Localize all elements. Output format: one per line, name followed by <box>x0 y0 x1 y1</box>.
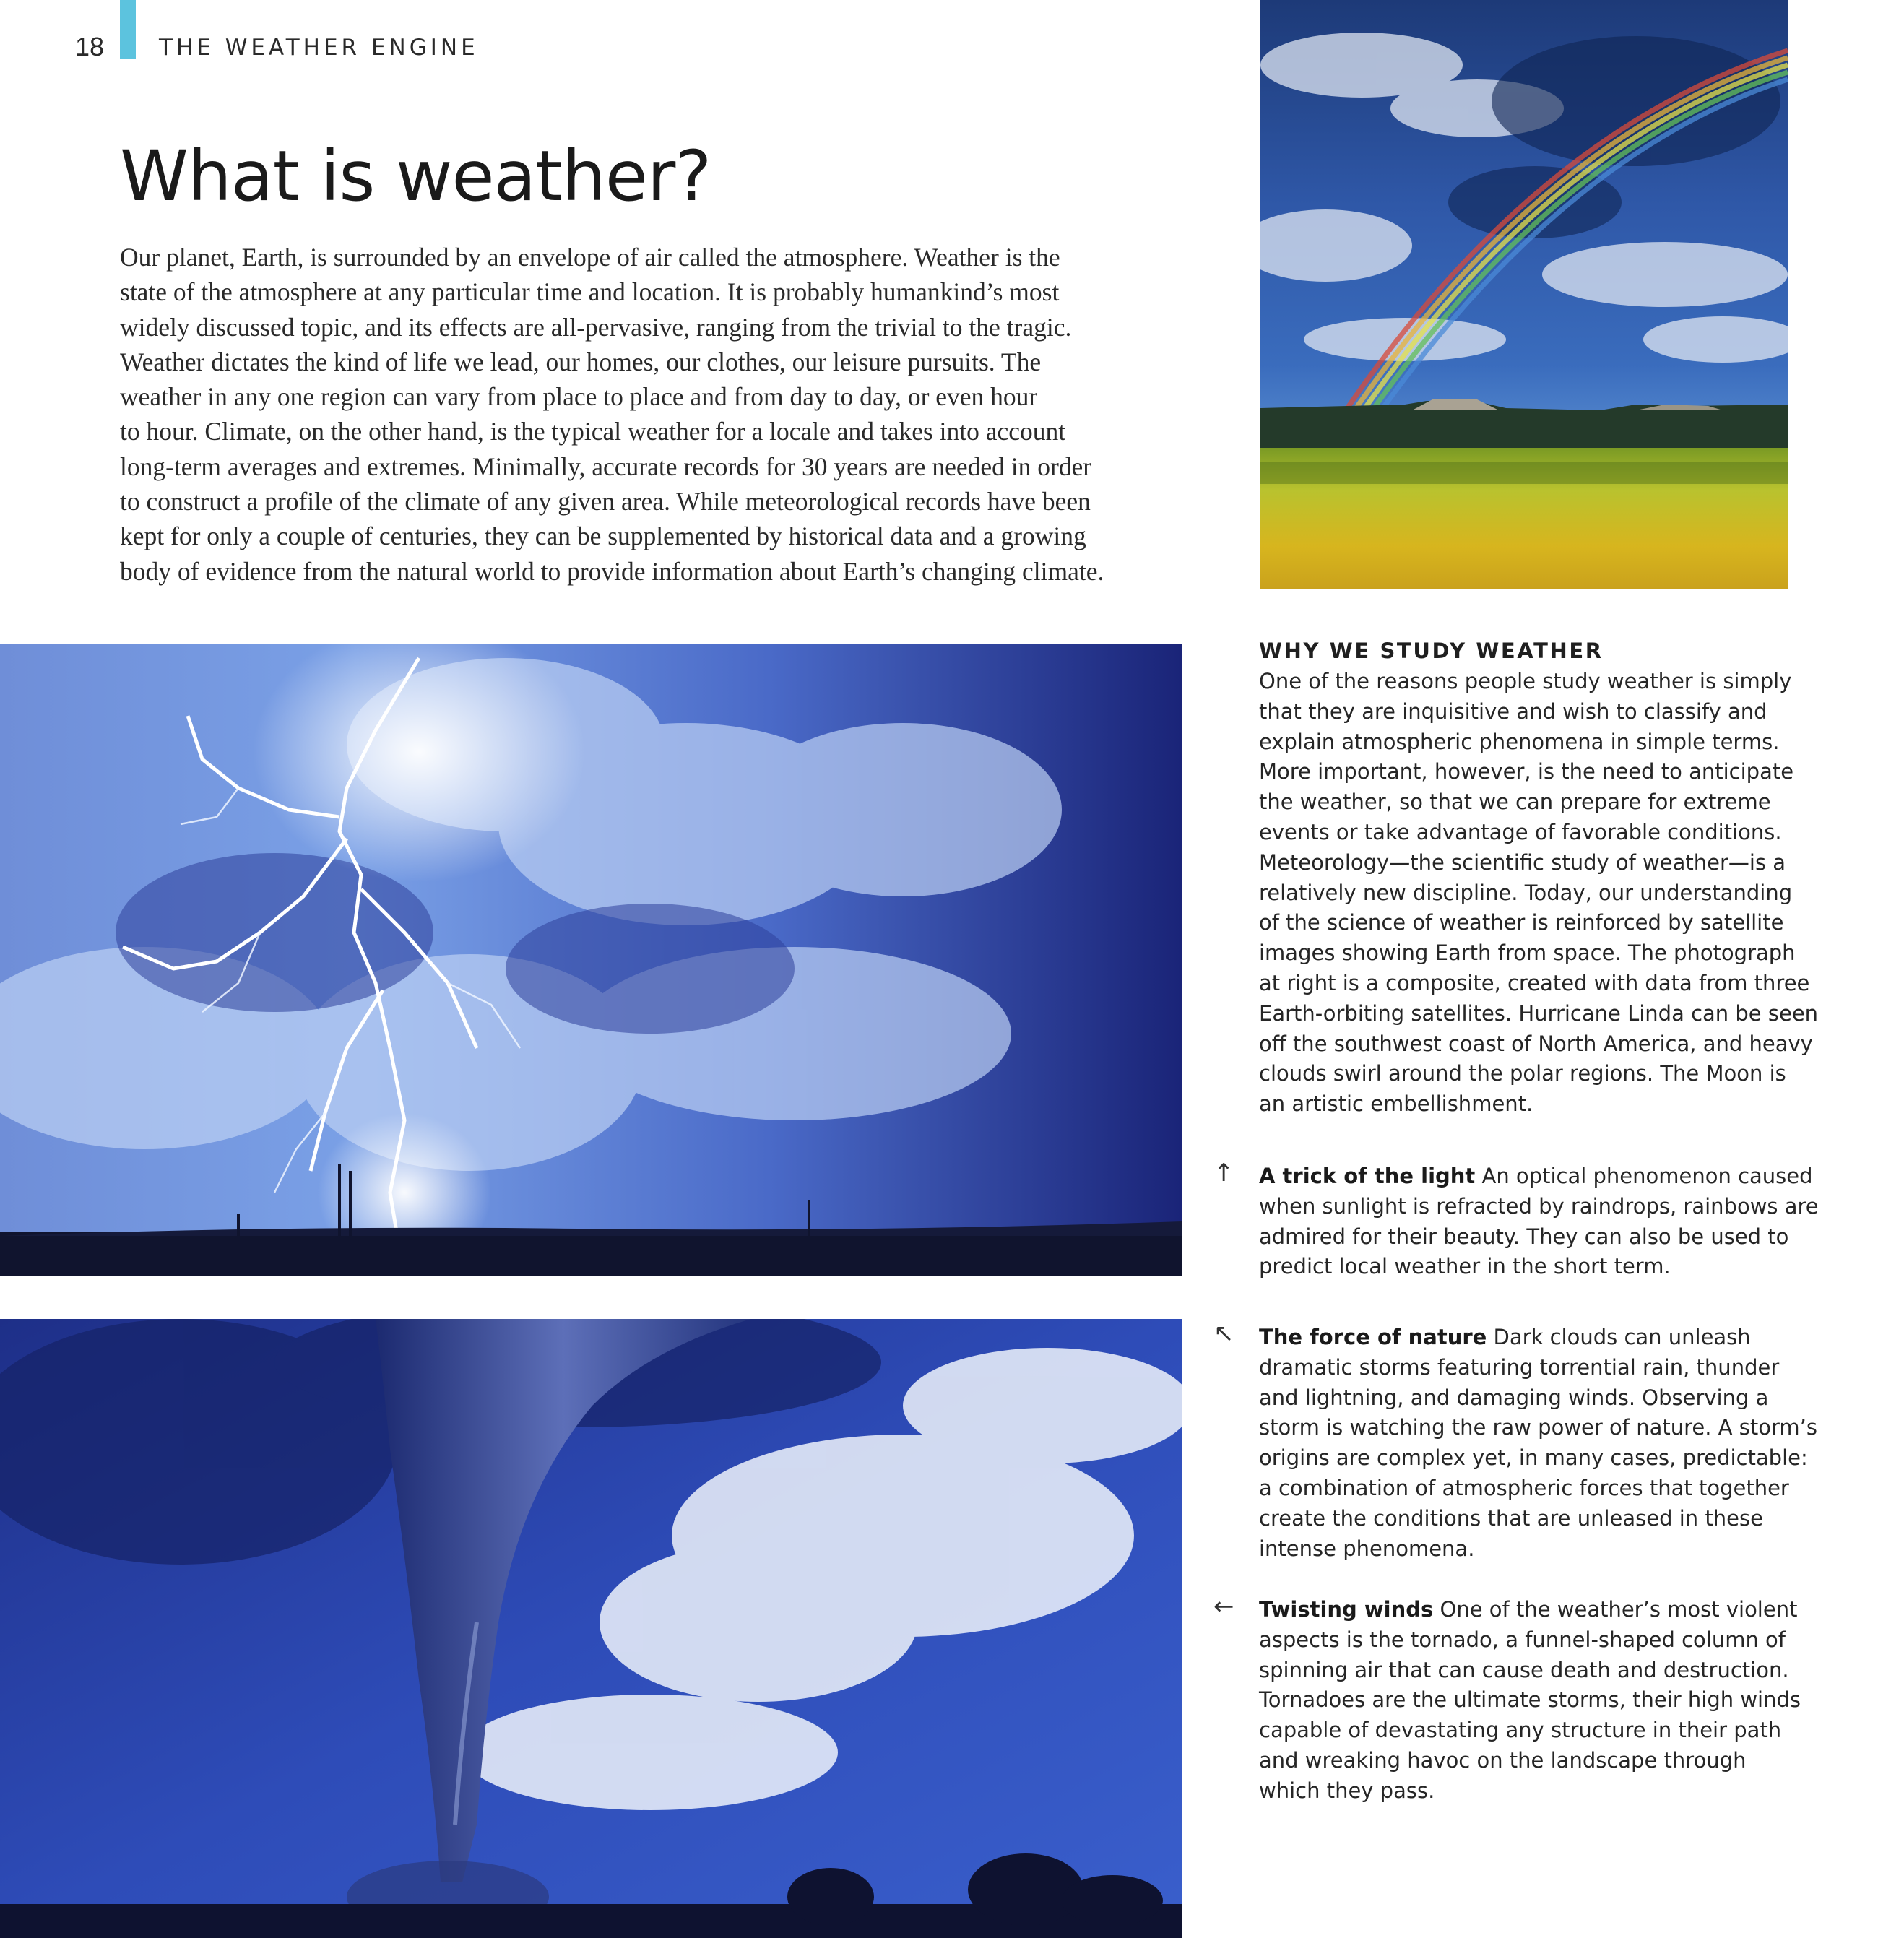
caption-text: Dark clouds can unleash <box>1487 1325 1751 1349</box>
why-study-line: of the science of weather is reinforced by satellite <box>1259 910 1784 935</box>
caption-line: a combination of atmospheric forces that together <box>1259 1475 1789 1500</box>
arrow-up-left-icon: ↖ <box>1213 1319 1234 1348</box>
header-accent-bar <box>120 0 136 59</box>
intro-line: Weather dictates the kind of life we lead, our homes, our clothes, our leisure pursuits. The <box>120 347 1042 376</box>
intro-line: to construct a profile of the climate of any given area. While meteorological records have been <box>120 487 1091 516</box>
why-study-line: off the southwest coast of North America, and heavy <box>1259 1031 1813 1056</box>
caption-lightning <box>1259 1323 1817 1564</box>
intro-line: kept for only a couple of centuries, they can be supplemented by historical data and a growing <box>120 522 1086 551</box>
caption-title: A trick of the light <box>1259 1164 1476 1188</box>
caption-title: Twisting winds <box>1259 1597 1434 1622</box>
intro-line: body of evidence from the natural world to provide information about Earth’s changing climate. <box>120 556 1104 586</box>
caption-line: create the conditions that are unleased in these <box>1259 1505 1763 1531</box>
caption-text: One of the weather’s most violent <box>1433 1597 1798 1622</box>
caption-line: Tornadoes are the ultimate storms, their high winds <box>1259 1687 1801 1713</box>
caption-line: and wreaking havoc on the landscape through <box>1259 1747 1747 1773</box>
why-study-heading: WHY WE STUDY WEATHER <box>1259 639 1604 663</box>
rainbow-photo <box>1260 0 1788 589</box>
page-title: What is weather? <box>120 136 711 217</box>
caption-line: dramatic storms featuring torrential rain, thunder <box>1259 1354 1780 1380</box>
section-title: THE WEATHER ENGINE <box>159 35 479 61</box>
intro-line: state of the atmosphere at any particular time and location. It is probably humankind’s most <box>120 277 1060 307</box>
why-study-line: explain atmospheric phenomena in simple terms. <box>1259 729 1780 754</box>
caption-line: admired for their beauty. They can also be used to <box>1259 1224 1789 1249</box>
intro-line: widely discussed topic, and its effects are all-pervasive, ranging from the trivial to the tragic. <box>120 312 1072 342</box>
caption-line: spinning air that can cause death and destruction. <box>1259 1657 1789 1682</box>
caption-line: aspects is the tornado, a funnel-shaped column of <box>1259 1627 1786 1652</box>
caption-tornado <box>1259 1595 1801 1807</box>
page-number: 18 <box>75 32 105 61</box>
why-study-line: the weather, so that we can prepare for extreme <box>1259 790 1771 815</box>
caption-line: origins are complex yet, in many cases, predictable: <box>1259 1445 1808 1471</box>
arrow-left-icon: ← <box>1213 1592 1234 1621</box>
caption-line: predict local weather in the short term. <box>1259 1254 1671 1279</box>
caption-line: storm is watching the raw power of nature. A storm’s <box>1259 1415 1817 1440</box>
caption-line: intense phenomena. <box>1259 1536 1475 1561</box>
why-study-line: events or take advantage of favorable conditions. <box>1259 819 1782 844</box>
caption-line: when sunlight is refracted by raindrops, rainbows are <box>1259 1193 1819 1219</box>
intro-paragraph <box>120 240 1218 589</box>
intro-line: Our planet, Earth, is surrounded by an envelope of air called the atmosphere. Weather is the <box>120 243 1060 272</box>
tornado-photo <box>0 1319 1182 1938</box>
intro-line: weather in any one region can vary from place to place and from day to day, or even hour <box>120 382 1038 412</box>
lightning-photo <box>0 644 1182 1276</box>
why-study-line: One of the reasons people study weather is simply <box>1259 669 1792 693</box>
why-study-line: images showing Earth from space. The photograph <box>1259 940 1796 966</box>
intro-line: to hour. Climate, on the other hand, is the typical weather for a locale and takes into account <box>120 417 1066 446</box>
arrow-up-icon: ↑ <box>1213 1159 1234 1188</box>
why-study-line: Earth-orbiting satellites. Hurricane Linda can be seen <box>1259 1000 1819 1026</box>
intro-line: long-term averages and extremes. Minimally, accurate records for 30 years are needed in order <box>120 451 1092 481</box>
why-study-line: that they are inquisitive and wish to classify and <box>1259 698 1767 724</box>
why-study-line: relatively new discipline. Today, our understanding <box>1259 880 1793 905</box>
why-study-line: Meteorology—the scientific study of weather—is a <box>1259 849 1786 875</box>
why-study-body <box>1259 667 1818 1120</box>
caption-text: An optical phenomenon caused <box>1475 1164 1813 1188</box>
caption-line: which they pass. <box>1259 1778 1435 1803</box>
caption-title: The force of nature <box>1259 1325 1487 1349</box>
caption-line: capable of devastating any structure in their path <box>1259 1718 1782 1743</box>
why-study-line: More important, however, is the need to anticipate <box>1259 759 1794 784</box>
caption-line: and lightning, and damaging winds. Observing a <box>1259 1385 1769 1410</box>
caption-rainbow <box>1259 1161 1819 1282</box>
why-study-line: at right is a composite, created with data from three <box>1259 970 1810 995</box>
why-study-line: an artistic embellishment. <box>1259 1091 1533 1117</box>
why-study-line: clouds swirl around the polar regions. The Moon is <box>1259 1061 1786 1086</box>
